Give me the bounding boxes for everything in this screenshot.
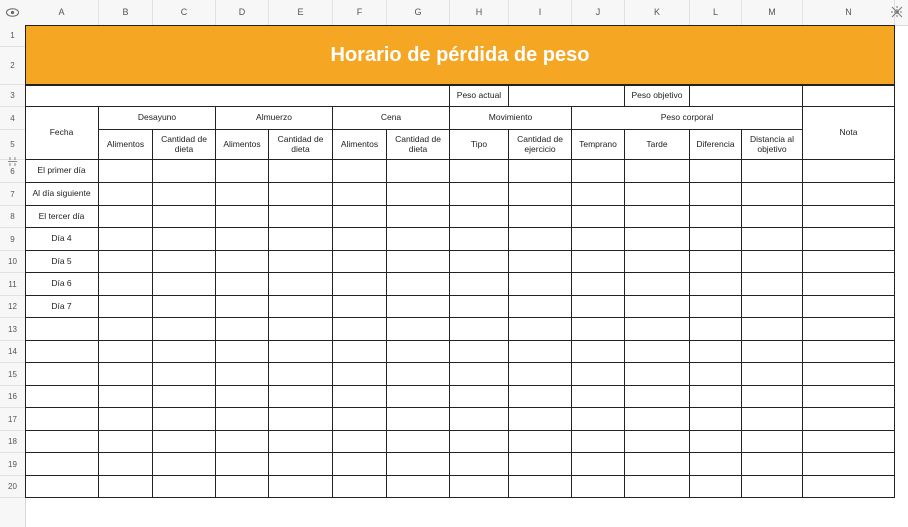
data-cell[interactable] [690,363,742,386]
data-cell[interactable] [803,386,895,408]
row-header-10[interactable]: 10 [0,251,25,273]
data-cell[interactable] [509,318,572,341]
data-cell[interactable] [269,183,333,206]
date-cell[interactable]: Día 7 [25,296,99,318]
eye-icon[interactable] [0,0,25,25]
data-cell[interactable] [742,363,803,386]
data-cell[interactable] [99,251,153,273]
data-cell[interactable] [572,251,625,273]
data-cell[interactable] [333,296,387,318]
data-cell[interactable] [269,453,333,476]
data-cell[interactable] [803,318,895,341]
data-cell[interactable] [269,296,333,318]
data-cell[interactable] [572,228,625,251]
data-cell[interactable] [387,453,450,476]
data-cell[interactable] [509,476,572,498]
data-cell[interactable] [269,408,333,431]
data-cell[interactable] [333,160,387,183]
column-header-l[interactable]: L [690,0,742,25]
data-cell[interactable] [803,408,895,431]
data-cell[interactable] [625,206,690,228]
data-cell[interactable] [216,431,269,453]
column-header-bar [0,0,908,26]
row-header-9[interactable]: 9 [0,228,25,251]
data-cell[interactable] [690,386,742,408]
data-cell[interactable] [153,228,216,251]
date-cell[interactable]: Día 6 [25,273,99,296]
data-cell[interactable] [572,408,625,431]
data-cell[interactable] [450,296,509,318]
date-cell[interactable]: Al día siguiente [25,183,99,206]
data-cell[interactable] [690,318,742,341]
data-cell[interactable] [216,160,269,183]
data-cell[interactable] [803,160,895,183]
data-cell[interactable] [690,296,742,318]
data-cell[interactable] [153,296,216,318]
header-desayuno[interactable]: Desayuno [99,107,216,130]
data-cell[interactable] [509,431,572,453]
data-cell[interactable] [572,160,625,183]
data-cell[interactable] [450,228,509,251]
date-cell[interactable] [25,453,99,476]
data-cell[interactable] [803,476,895,498]
header-nota[interactable]: Nota [803,107,895,160]
peso-objetivo-value[interactable] [690,85,803,107]
data-cell[interactable] [690,183,742,206]
data-cell[interactable] [216,363,269,386]
data-cell[interactable] [742,160,803,183]
row-header-20[interactable]: 20 [0,476,25,498]
row-header-2[interactable]: 2 [0,47,25,85]
data-cell[interactable] [269,363,333,386]
row-header-1[interactable]: 1 [0,25,25,47]
freeze-panes-icon[interactable] [890,5,904,19]
row3-note-blank[interactable] [803,85,895,107]
sheet-title[interactable]: Horario de pérdida de peso [25,25,895,85]
row-header-3[interactable]: 3 [0,85,25,107]
data-cell[interactable] [625,363,690,386]
data-cell[interactable] [625,183,690,206]
data-cell[interactable] [269,341,333,363]
data-cell[interactable] [509,183,572,206]
sub-movimiento-cantidad[interactable]: Cantidad de ejercicio [509,130,572,160]
data-cell[interactable] [450,453,509,476]
column-header-j[interactable]: J [572,0,625,25]
column-header-h[interactable]: H [450,0,509,25]
data-cell[interactable] [216,183,269,206]
data-cell[interactable] [572,453,625,476]
column-header-m[interactable]: M [742,0,803,25]
data-cell[interactable] [572,341,625,363]
data-cell[interactable] [269,431,333,453]
data-cell[interactable] [387,341,450,363]
data-cell[interactable] [690,453,742,476]
data-cell[interactable] [509,296,572,318]
data-cell[interactable] [99,296,153,318]
date-cell[interactable]: El tercer día [25,206,99,228]
column-header-g[interactable]: G [387,0,450,25]
date-cell[interactable]: Día 5 [25,251,99,273]
date-cell[interactable] [25,318,99,341]
data-cell[interactable] [690,228,742,251]
data-cell[interactable] [387,296,450,318]
data-cell[interactable] [216,341,269,363]
data-cell[interactable] [450,318,509,341]
data-cell[interactable] [216,386,269,408]
data-cell[interactable] [387,160,450,183]
data-cell[interactable] [333,341,387,363]
data-cell[interactable] [333,363,387,386]
column-header-b[interactable]: B [99,0,153,25]
sub-cena-cantidad[interactable]: Cantidad de dieta [387,130,450,160]
row-header-17[interactable]: 17 [0,408,25,431]
column-header-i[interactable]: I [509,0,572,25]
data-cell[interactable] [269,476,333,498]
data-cell[interactable] [690,408,742,431]
data-cell[interactable] [216,273,269,296]
data-cell[interactable] [99,318,153,341]
sub-cena-alimentos[interactable]: Alimentos [333,130,387,160]
data-cell[interactable] [216,318,269,341]
data-cell[interactable] [625,453,690,476]
data-cell[interactable] [742,408,803,431]
data-cell[interactable] [803,273,895,296]
data-cell[interactable] [742,431,803,453]
data-cell[interactable] [153,386,216,408]
data-cell[interactable] [99,273,153,296]
data-cell[interactable] [572,386,625,408]
data-cell[interactable] [450,251,509,273]
data-cell[interactable] [387,273,450,296]
data-cell[interactable] [450,206,509,228]
data-cell[interactable] [625,228,690,251]
row-header-7[interactable]: 7 [0,183,25,206]
data-cell[interactable] [153,341,216,363]
data-cell[interactable] [509,206,572,228]
data-cell[interactable] [690,273,742,296]
row-header-6[interactable]: 6 [0,160,25,183]
data-cell[interactable] [333,386,387,408]
data-cell[interactable] [450,408,509,431]
row3-blank-cell[interactable] [25,85,450,107]
data-cell[interactable] [690,341,742,363]
data-cell[interactable] [333,431,387,453]
data-cell[interactable] [803,363,895,386]
data-cell[interactable] [572,183,625,206]
data-cell[interactable] [450,273,509,296]
data-cell[interactable] [450,431,509,453]
data-cell[interactable] [99,228,153,251]
data-cell[interactable] [216,476,269,498]
data-cell[interactable] [742,273,803,296]
data-cell[interactable] [269,206,333,228]
data-cell[interactable] [625,296,690,318]
data-cell[interactable] [625,476,690,498]
row-header-4[interactable]: 4 [0,107,25,130]
data-cell[interactable] [153,318,216,341]
data-cell[interactable] [269,160,333,183]
data-cell[interactable] [572,296,625,318]
date-cell[interactable]: El primer día [25,160,99,183]
data-cell[interactable] [153,453,216,476]
data-cell[interactable] [153,183,216,206]
data-cell[interactable] [99,363,153,386]
data-cell[interactable] [333,206,387,228]
data-cell[interactable] [509,251,572,273]
data-cell[interactable] [153,408,216,431]
date-cell[interactable] [25,476,99,498]
data-cell[interactable] [690,251,742,273]
data-cell[interactable] [803,453,895,476]
data-cell[interactable] [690,160,742,183]
data-cell[interactable] [387,206,450,228]
data-cell[interactable] [153,363,216,386]
data-cell[interactable] [509,408,572,431]
data-cell[interactable] [99,386,153,408]
data-cell[interactable] [387,318,450,341]
data-cell[interactable] [509,363,572,386]
data-cell[interactable] [625,341,690,363]
data-cell[interactable] [509,273,572,296]
data-cell[interactable] [333,476,387,498]
data-cell[interactable] [450,363,509,386]
data-cell[interactable] [216,251,269,273]
data-cell[interactable] [690,431,742,453]
sub-desayuno-cantidad[interactable]: Cantidad de dieta [153,130,216,160]
data-cell[interactable] [803,341,895,363]
date-cell[interactable] [25,431,99,453]
data-cell[interactable] [387,251,450,273]
data-cell[interactable] [625,318,690,341]
data-cell[interactable] [742,251,803,273]
data-cell[interactable] [509,386,572,408]
data-cell[interactable] [690,206,742,228]
column-header-e[interactable]: E [269,0,333,25]
peso-actual-label[interactable]: Peso actual [450,85,509,107]
data-cell[interactable] [803,228,895,251]
data-cell[interactable] [803,296,895,318]
row-header-12[interactable]: 12 [0,296,25,318]
column-header-f[interactable]: F [333,0,387,25]
data-cell[interactable] [99,476,153,498]
data-cell[interactable] [742,183,803,206]
data-cell[interactable] [269,386,333,408]
row-header-8[interactable]: 8 [0,206,25,228]
data-cell[interactable] [99,408,153,431]
data-cell[interactable] [450,386,509,408]
data-cell[interactable] [742,228,803,251]
data-cell[interactable] [572,206,625,228]
data-cell[interactable] [572,273,625,296]
data-cell[interactable] [333,251,387,273]
data-cell[interactable] [333,273,387,296]
data-cell[interactable] [625,408,690,431]
data-cell[interactable] [153,476,216,498]
row-header-15[interactable]: 15 [0,363,25,386]
row-header-14[interactable]: 14 [0,341,25,363]
data-cell[interactable] [387,431,450,453]
data-cell[interactable] [216,453,269,476]
data-cell[interactable] [99,453,153,476]
data-cell[interactable] [333,183,387,206]
column-header-n[interactable]: N [803,0,895,25]
data-cell[interactable] [387,476,450,498]
data-cell[interactable] [450,476,509,498]
data-cell[interactable] [572,476,625,498]
data-cell[interactable] [153,206,216,228]
peso-objetivo-label[interactable]: Peso objetivo [625,85,690,107]
data-cell[interactable] [572,363,625,386]
data-cell[interactable] [742,296,803,318]
row-header-bar [0,25,26,527]
data-cell[interactable] [333,318,387,341]
data-cell[interactable] [450,160,509,183]
data-cell[interactable] [387,386,450,408]
row-split-icon[interactable] [7,154,18,165]
data-cell[interactable] [803,183,895,206]
data-cell[interactable] [153,431,216,453]
data-cell[interactable] [803,206,895,228]
data-cell[interactable] [625,273,690,296]
data-cell[interactable] [387,183,450,206]
header-peso-corporal[interactable]: Peso corporal [572,107,803,130]
data-cell[interactable] [742,476,803,498]
header-almuerzo[interactable]: Almuerzo [216,107,333,130]
data-cell[interactable] [99,431,153,453]
date-cell[interactable] [25,408,99,431]
data-cell[interactable] [509,228,572,251]
row-header-19[interactable]: 19 [0,453,25,476]
peso-actual-value[interactable] [509,85,625,107]
sub-almuerzo-cantidad[interactable]: Cantidad de dieta [269,130,333,160]
column-header-c[interactable]: C [153,0,216,25]
row-header-18[interactable]: 18 [0,431,25,453]
row-header-16[interactable]: 16 [0,386,25,408]
data-cell[interactable] [742,453,803,476]
data-cell[interactable] [387,228,450,251]
data-cell[interactable] [99,341,153,363]
data-cell[interactable] [153,273,216,296]
row-header-11[interactable]: 11 [0,273,25,296]
data-cell[interactable] [509,341,572,363]
data-cell[interactable] [742,206,803,228]
row-header-13[interactable]: 13 [0,318,25,341]
data-cell[interactable] [269,318,333,341]
data-cell[interactable] [99,160,153,183]
header-cena[interactable]: Cena [333,107,450,130]
data-cell[interactable] [269,273,333,296]
data-cell[interactable] [803,251,895,273]
sub-peso-diferencia[interactable]: Diferencia [690,130,742,160]
data-cell[interactable] [153,251,216,273]
sub-movimiento-tipo[interactable]: Tipo [450,130,509,160]
data-cell[interactable] [216,228,269,251]
data-cell[interactable] [509,160,572,183]
sub-peso-tarde[interactable]: Tarde [625,130,690,160]
row-header-5[interactable]: 5 [0,130,25,160]
data-cell[interactable] [742,386,803,408]
data-cell[interactable] [333,453,387,476]
data-cell[interactable] [99,206,153,228]
data-cell[interactable] [625,431,690,453]
data-cell[interactable] [99,183,153,206]
data-cell[interactable] [269,251,333,273]
data-cell[interactable] [269,228,333,251]
sub-almuerzo-alimentos[interactable]: Alimentos [216,130,269,160]
data-cell[interactable] [387,363,450,386]
data-cell[interactable] [625,160,690,183]
sub-desayuno-alimentos[interactable]: Alimentos [99,130,153,160]
header-movimiento[interactable]: Movimiento [450,107,572,130]
data-cell[interactable] [625,386,690,408]
data-cell[interactable] [387,408,450,431]
sub-peso-temprano[interactable]: Temprano [572,130,625,160]
data-cell[interactable] [742,341,803,363]
data-cell[interactable] [690,476,742,498]
date-cell[interactable] [25,341,99,363]
sub-peso-distancia[interactable]: Distancia al objetivo [742,130,803,160]
column-header-a[interactable]: A [25,0,99,25]
date-cell[interactable] [25,363,99,386]
data-cell[interactable] [803,431,895,453]
data-cell[interactable] [450,183,509,206]
data-cell[interactable] [572,318,625,341]
column-header-k[interactable]: K [625,0,690,25]
data-cell[interactable] [450,341,509,363]
header-fecha[interactable]: Fecha [25,107,99,160]
data-cell[interactable] [509,453,572,476]
data-cell[interactable] [216,408,269,431]
data-cell[interactable] [572,431,625,453]
table-grid [25,25,908,527]
data-cell[interactable] [625,251,690,273]
data-cell[interactable] [742,318,803,341]
data-cell[interactable] [333,228,387,251]
data-cell[interactable] [153,160,216,183]
data-cell[interactable] [216,206,269,228]
data-cell[interactable] [216,296,269,318]
date-cell[interactable] [25,386,99,408]
column-header-d[interactable]: D [216,0,269,25]
data-cell[interactable] [333,408,387,431]
date-cell[interactable]: Día 4 [25,228,99,251]
